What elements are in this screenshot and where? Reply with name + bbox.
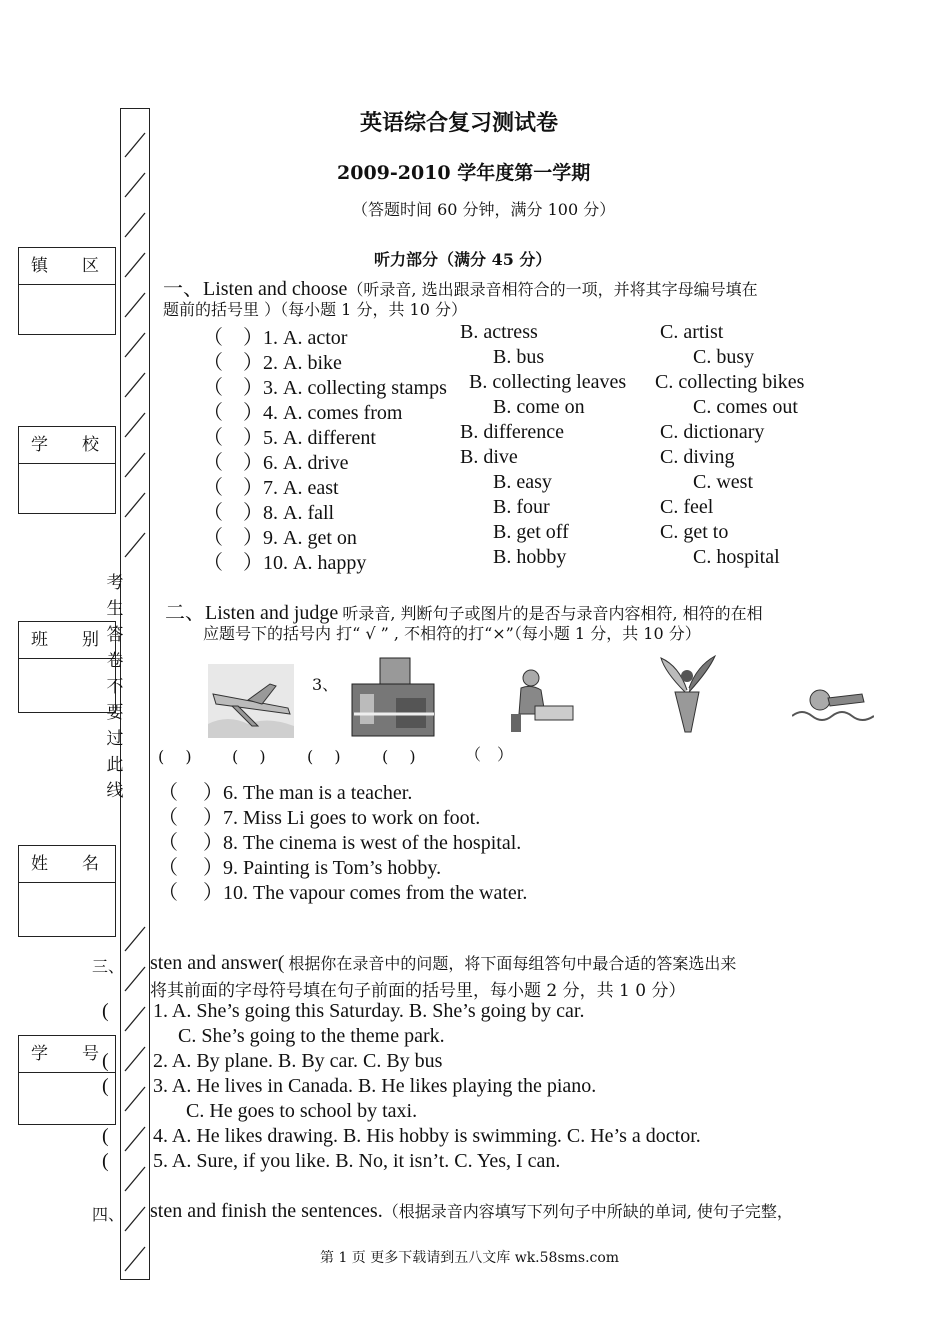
- s3-paren-3: (: [102, 1075, 109, 1097]
- s1-item-4-c: C. comes out: [693, 396, 798, 418]
- s2-item-10: （ ）10. The vapour comes from the water.: [158, 882, 528, 904]
- s3-paren-1: (: [102, 1000, 109, 1022]
- plant-vase-picture: [655, 652, 719, 734]
- s1-item-10: （ ）10. A. happy: [203, 552, 367, 574]
- s3-item-1-line2: C. She’s going to the theme park.: [178, 1025, 445, 1047]
- section4-title: sten and finish the sentences.（根据录音内容填写下列句子中所缺的单词, 使句子完整，: [150, 1200, 793, 1222]
- name-box[interactable]: [18, 845, 116, 937]
- s1-item-4-b: B. come on: [493, 396, 585, 418]
- s3-item-5: 5. A. Sure, if you like. B. No, it isn’t. C. Yes, I can.: [153, 1150, 561, 1172]
- section3-subtitle: 将其前面的字母符号填在句子前面的括号里，每小题 2 分，共 1 0 分）: [150, 981, 686, 1001]
- s1-item-6: （ ）6. A. drive: [203, 452, 349, 474]
- district-box[interactable]: [18, 247, 116, 335]
- city-map-picture: [350, 654, 436, 738]
- picture-1-bracket[interactable]: ( ): [158, 747, 192, 766]
- s1-item-7-c: C. west: [693, 471, 753, 493]
- listening-heading: 听力部分（满分 45 分）: [374, 250, 552, 269]
- airplane-picture: [208, 664, 294, 738]
- s3-paren-4: (: [102, 1125, 109, 1147]
- district-label: 镇 区: [19, 248, 115, 285]
- school-label: 学 校: [19, 427, 115, 464]
- s1-item-5-b: B. difference: [460, 421, 565, 443]
- s1-item-1-c: C. artist: [660, 321, 724, 343]
- s1-item-8: （ ）8. A. fall: [203, 502, 335, 524]
- s3-item-1-line1: 1. A. She’s going this Saturday. B. She’s going by car.: [153, 1000, 585, 1022]
- s3-paren-2: (: [102, 1050, 109, 1072]
- exam-title: 英语综合复习测试卷: [360, 110, 559, 136]
- s2-item-9: （ ）9. Painting is Tom’s hobby.: [158, 857, 442, 879]
- s1-item-9-b: B. get off: [493, 521, 569, 543]
- s1-item-10-b: B. hobby: [493, 546, 567, 568]
- section1-title: 一、Listen and choose（听录音, 选出跟录音相符合的一项，并将其字母编号填在: [163, 278, 758, 300]
- page-footer: 第 1 页 更多下载请到五八文库 wk.58sms.com: [320, 1250, 620, 1266]
- s1-item-8-c: C. feel: [660, 496, 714, 518]
- section4-number: 四、: [92, 1205, 125, 1224]
- school-box[interactable]: [18, 426, 116, 514]
- s1-item-7: （ ）7. A. east: [203, 477, 339, 499]
- s3-item-3-line1: 3. A. He lives in Canada. B. He likes playing the piano.: [153, 1075, 597, 1097]
- s1-item-5-c: C. dictionary: [660, 421, 765, 443]
- picture-4-bracket[interactable]: ( ): [382, 747, 416, 766]
- section1-subtitle: 题前的括号里 ）（每小题 1 分，共 10 分）: [163, 300, 467, 319]
- s1-item-9-c: C. get to: [660, 521, 729, 543]
- s1-item-1: （ ）1. A. actor: [203, 327, 348, 349]
- time-note: （答题时间 60 分钟，满分 100 分）: [352, 200, 616, 219]
- s1-item-4: （ ）4. A. comes from: [203, 402, 403, 424]
- s1-item-2-c: C. busy: [693, 346, 755, 368]
- class-label: 班 别: [19, 622, 115, 659]
- s1-item-3-b: B. collecting leaves: [469, 371, 627, 393]
- student-id-label: 学 号: [19, 1036, 115, 1073]
- picture-2-bracket[interactable]: ( ): [232, 747, 266, 766]
- s1-item-8-b: B. four: [493, 496, 550, 518]
- s1-item-2-b: B. bus: [493, 346, 545, 368]
- s2-item-8: （ ）8. The cinema is west of the hospital.: [158, 832, 522, 854]
- s1-item-6-b: B. dive: [460, 446, 518, 468]
- s1-item-1-b: B. actress: [460, 321, 538, 343]
- s1-item-6-c: C. diving: [660, 446, 735, 468]
- do-not-cross-line-note: 考 生 答 卷 不 要 过 此 线: [106, 573, 124, 801]
- s1-item-5: （ ）5. A. different: [203, 427, 376, 449]
- s3-item-4: 4. A. He likes drawing. B. His hobby is swimming. C. He’s a doctor.: [153, 1125, 701, 1147]
- s3-item-2: 2. A. By plane. B. By car. C. By bus: [153, 1050, 443, 1072]
- section2-title: 二、Listen and judge 听录音, 判断句子或图片的是否与录音内容相符, 相符的在相: [165, 602, 763, 624]
- s1-item-2: （ ）2. A. bike: [203, 352, 342, 374]
- woman-painting-picture: [505, 662, 577, 736]
- s3-paren-5: (: [102, 1150, 109, 1172]
- picture-5-bracket[interactable]: （ ）: [465, 745, 514, 764]
- section2-subtitle: 应题号下的括号内 打“ √ ” , 不相符的打“×”（每小题 1 分，共 10 分）: [203, 624, 701, 643]
- s2-item-6: （ ）6. The man is a teacher.: [158, 782, 413, 804]
- s1-item-9: （ ）9. A. get on: [203, 527, 357, 549]
- term-heading: 2009-2010 学年度第一学期: [337, 162, 591, 184]
- s2-item-7: （ ）7. Miss Li goes to work on foot.: [158, 807, 481, 829]
- s1-item-7-b: B. easy: [493, 471, 552, 493]
- picture-3-bracket[interactable]: ( ): [307, 747, 341, 766]
- swimmer-picture: [792, 676, 874, 736]
- picture-3-label: 3、: [312, 675, 339, 694]
- class-box[interactable]: [18, 621, 116, 713]
- section3-number: 三、: [92, 957, 125, 976]
- s1-item-3: （ ）3. A. collecting stamps: [203, 377, 447, 399]
- s3-item-3-line2: C. He goes to school by taxi.: [186, 1100, 418, 1122]
- section3-title: sten and answer( 根据你在录音中的问题，将下面每组答句中最合适的答案选出来: [150, 952, 737, 974]
- s1-item-3-c: C. collecting bikes: [655, 371, 805, 393]
- s1-item-10-c: C. hospital: [693, 546, 780, 568]
- name-label: 姓 名: [19, 846, 115, 883]
